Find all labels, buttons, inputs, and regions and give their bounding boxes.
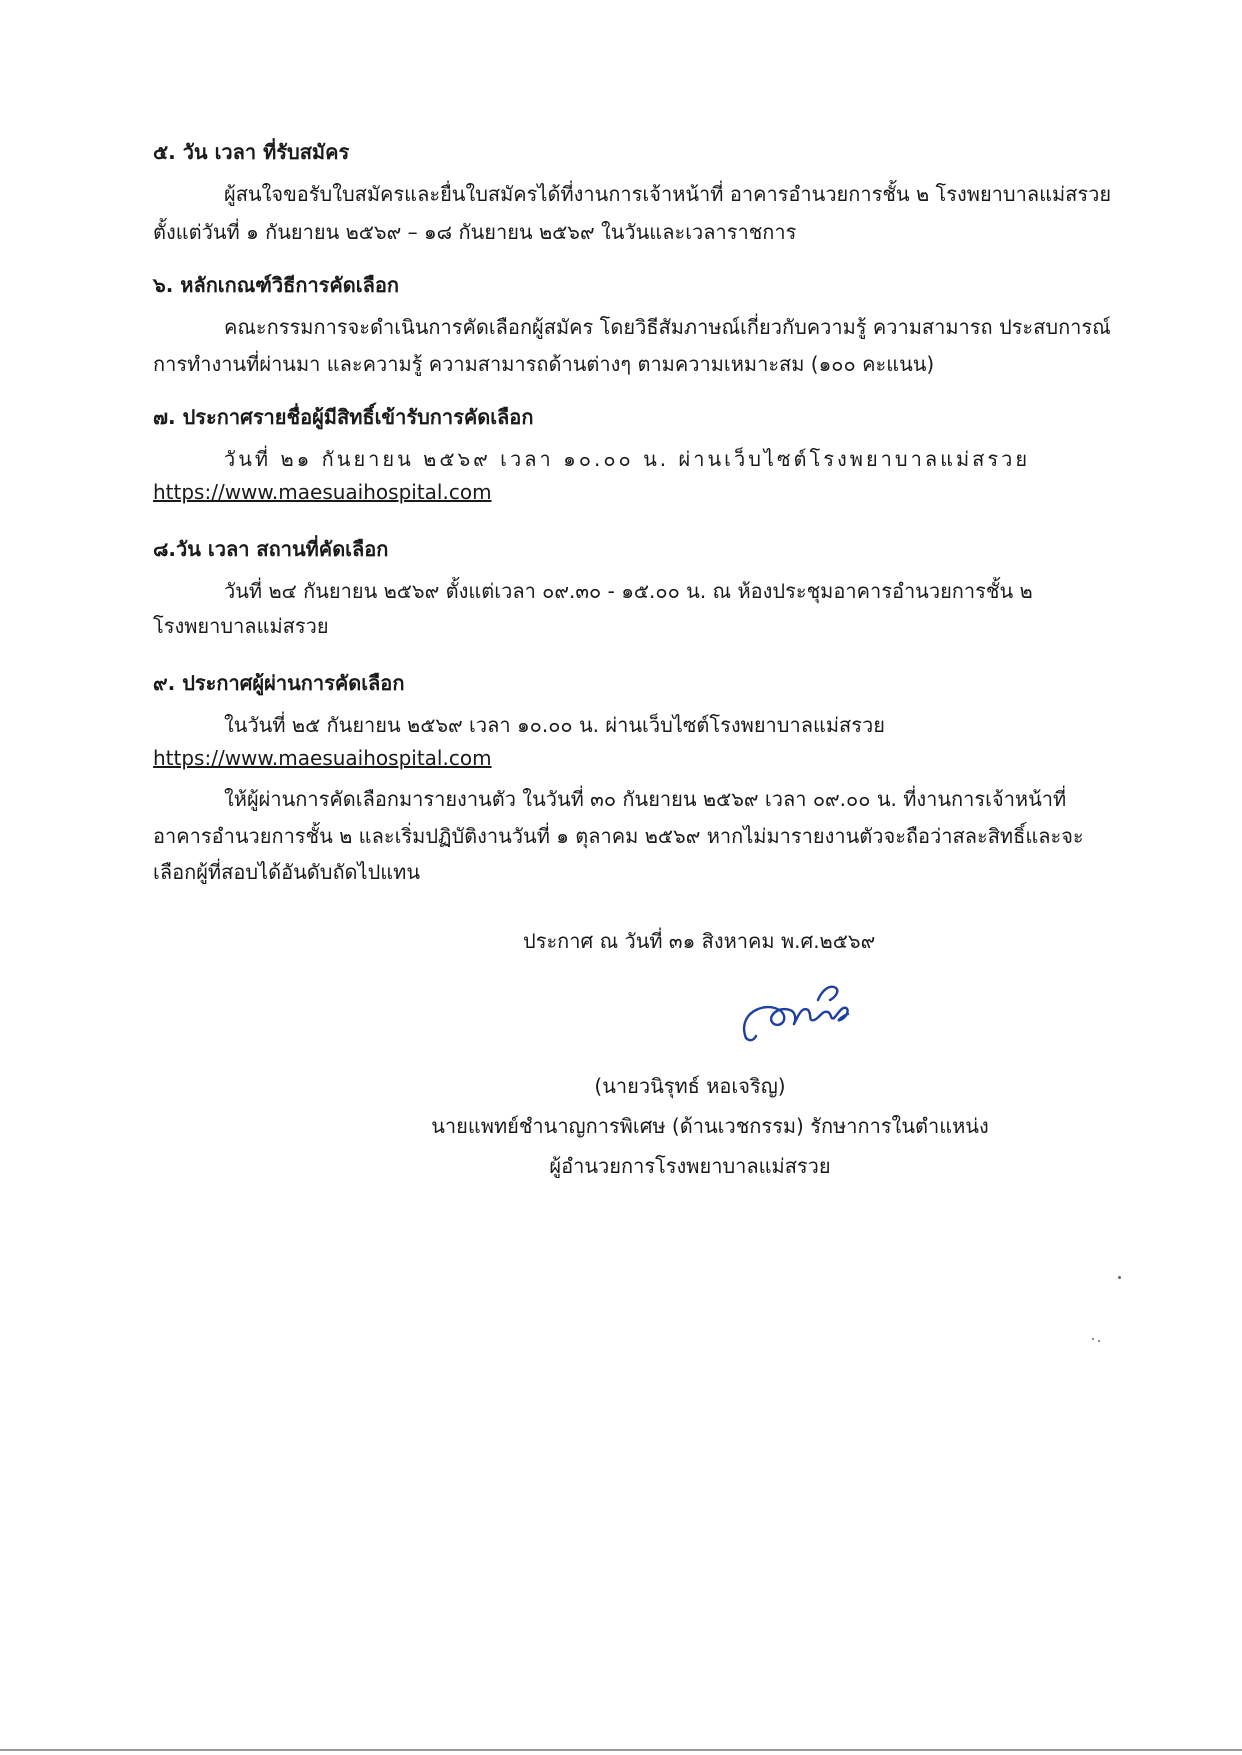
scan-speck — [1118, 1276, 1121, 1279]
section-9-heading: ๙. ประกาศผู้ผ่านการคัดเลือก — [153, 671, 405, 695]
section-9-report-line-3: เลือกผู้ที่สอบได้อันดับถัดไปแทน — [153, 860, 421, 884]
section-7-website-link[interactable]: https://www.maesuaihospital.com — [153, 480, 492, 504]
signer-name: (นายวนิรุทธ์ หอเจริญ) — [594, 1074, 786, 1098]
section-6-line-2: การทำงานที่ผ่านมา และความรู้ ความสามารถด้านต่างๆ ตามความเหมาะสม (๑๐๐ คะแนน) — [153, 352, 935, 376]
section-8-line-1: วันที่ ๒๔ กันยายน ๒๕๖๙ ตั้งแต่เวลา ๐๙.๓๐ - ๑๕.๐๐ น. ณ ห้องประชุมอาคารอำนวยการชั้น ๒ — [224, 579, 1033, 603]
section-5-heading: ๕. วัน เวลา ที่รับสมัคร — [153, 140, 350, 164]
scan-bottom-edge — [0, 1749, 1242, 1751]
section-9-report-line-1: ให้ผู้ผ่านการคัดเลือกมารายงานตัว ในวันที่ ๓๐ กันยายน ๒๕๖๙ เวลา ๐๙.๐๐ น. ที่งานการเจ้าหน้าที่ — [224, 787, 1067, 811]
section-9-line-1: ในวันที่ ๒๕ กันยายน ๒๕๖๙ เวลา ๑๐.๐๐ น. ผ่านเว็บไซต์โรงพยาบาลแม่สรวย — [224, 713, 885, 737]
scan-speck — [1098, 1340, 1100, 1342]
signer-position-line-2: ผู้อำนวยการโรงพยาบาลแม่สรวย — [549, 1154, 831, 1178]
signature-image — [738, 976, 868, 1046]
signer-position-line-1: นายแพทย์ชำนาญการพิเศษ (ด้านเวชกรรม) รักษาการในตำแหน่ง — [431, 1114, 989, 1138]
section-6-heading: ๖. หลักเกณฑ์วิธีการคัดเลือก — [153, 273, 400, 297]
section-9-website-link[interactable]: https://www.maesuaihospital.com — [153, 746, 492, 770]
announcement-date: ประกาศ ณ วันที่ ๓๑ สิงหาคม พ.ศ.๒๕๖๙ — [523, 929, 876, 953]
section-5-line-2: ตั้งแต่วันที่ ๑ กันยายน ๒๕๖๙ – ๑๘ กันยายน ๒๕๖๙ ในวันและเวลาราชการ — [153, 220, 797, 244]
section-9-report-line-2: อาคารอำนวยการชั้น ๒ และเริ่มปฏิบัติงานวันที่ ๑ ตุลาคม ๒๕๖๙ หากไม่มารายงานตัวจะถือว่าสละสิทธิ์และจะ — [153, 824, 1084, 848]
section-8-line-2: โรงพยาบาลแม่สรวย — [153, 614, 329, 638]
section-8-heading: ๘.วัน เวลา สถานที่คัดเลือก — [153, 537, 389, 561]
scan-speck — [1092, 1338, 1094, 1340]
section-7-line-1: วันที่ ๒๑ กันยายน ๒๕๖๙ เวลา ๑๐.๐๐ น. ผ่านเว็บไซต์โรงพยาบาลแม่สรวย — [224, 447, 1031, 471]
section-6-line-1: คณะกรรมการจะดำเนินการคัดเลือกผู้สมัคร โดยวิธีสัมภาษณ์เกี่ยวกับความรู้ ความสามารถ ประสบการณ์ — [224, 315, 1111, 339]
section-5-line-1: ผู้สนใจขอรับใบสมัครและยื่นใบสมัครได้ที่งานการเจ้าหน้าที่ อาคารอำนวยการชั้น ๒ โรงพยาบาลแม่สรวย — [224, 182, 1112, 206]
section-7-heading: ๗. ประกาศรายชื่อผู้มีสิทธิ์เข้ารับการคัดเลือก — [153, 405, 534, 429]
